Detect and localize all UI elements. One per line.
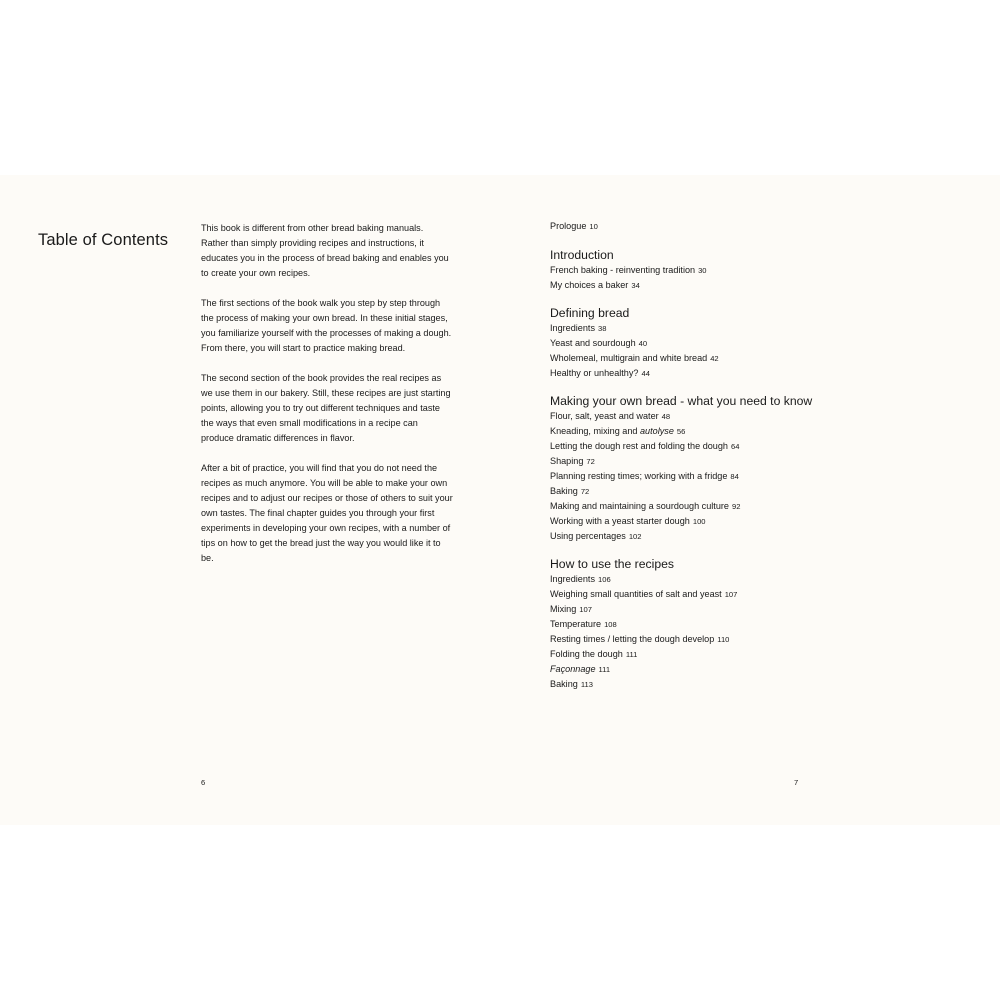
toc-entry-label: Letting the dough rest and folding the dough [550, 441, 728, 451]
toc-entry [550, 321, 970, 336]
toc-entry-page: 111 [625, 650, 638, 659]
toc-entry [550, 366, 970, 381]
toc-section-title: Defining bread [550, 306, 630, 320]
toc-entry-page: 102 [628, 532, 642, 541]
toc-entry-italic: autolyse [640, 426, 674, 436]
page-title: Table of Contents [38, 231, 169, 250]
toc-entry-page: 84 [730, 472, 739, 481]
toc-entry-label: French baking - reinventing tradition [550, 265, 696, 275]
toc-entry-page: 48 [661, 412, 671, 421]
toc-entry-label: My choices a baker [550, 280, 629, 290]
toc-entry-label: Wholemeal, multigrain and white bread [550, 353, 708, 363]
toc-entry-label: Shaping [550, 456, 584, 466]
intro-paragraph: The first sections of the book walk you step by step through the process of making your own bread. In these initial stages, you familiarize yourself with the processes of making a dough. From there, you will start to practice making bread. [201, 298, 452, 353]
toc-list [550, 219, 970, 704]
toc-entry-page: 72 [586, 457, 595, 466]
toc-section [550, 393, 970, 544]
toc-entry-page: 92 [731, 502, 741, 511]
toc-entry-page: 42 [710, 354, 719, 363]
toc-entry [550, 278, 970, 293]
toc-entry-page: 38 [598, 324, 607, 333]
toc-entry-page: 56 [676, 427, 686, 436]
toc-sections [550, 247, 970, 692]
toc-entry-label: Flour, salt, yeast and water [550, 411, 659, 421]
toc-entry [550, 454, 970, 469]
toc-entry-page: 10 [589, 222, 598, 231]
intro-text [201, 221, 453, 581]
toc-entry [550, 602, 970, 617]
toc-entry-page: 108 [604, 620, 617, 629]
toc-section [550, 556, 970, 692]
toc-entry-label: Ingredients [550, 574, 595, 584]
toc-entry-page: 40 [638, 339, 648, 348]
toc-entry-label: Working with a yeast starter dough [550, 516, 690, 526]
toc-entry [550, 469, 970, 484]
toc-entry-prologue [550, 219, 970, 234]
toc-entry [550, 632, 970, 647]
toc-entry-page: 72 [580, 487, 590, 496]
toc-entry [550, 484, 970, 499]
toc-entry [550, 424, 970, 439]
toc-entry-page: 110 [717, 635, 730, 644]
toc-entry-label: Planning resting times; working with a fridge [550, 471, 728, 481]
toc-section-title: How to use the recipes [550, 557, 674, 571]
toc-entry-label: Kneading, mixing and [550, 426, 640, 436]
toc-entry [550, 439, 970, 454]
toc-entry-page: 106 [598, 575, 611, 584]
toc-entry-label: Using percentages [550, 531, 626, 541]
toc-entry-page: 34 [631, 281, 640, 290]
toc-entry-page: 111 [598, 665, 611, 674]
toc-entry-italic: Façonnage [550, 664, 596, 674]
toc-section-title: Introduction [550, 248, 614, 262]
intro-paragraph: This book is different from other bread baking manuals. Rather than simply providing recipes and instructions, it educates you in the process of bread baking and enables you to create your own recipes. [201, 223, 449, 278]
toc-entry-page: 64 [730, 442, 740, 451]
toc-entry [550, 572, 970, 587]
toc-entry-page: 30 [698, 266, 707, 275]
toc-entry-label: Making and maintaining a sourdough culture [550, 501, 729, 511]
toc-entry [550, 529, 970, 544]
toc-entry-page: 100 [692, 517, 706, 526]
toc-entry-label: Mixing [550, 604, 577, 614]
toc-entry [550, 263, 970, 278]
page-number-left: 6 [201, 778, 206, 787]
toc-entry [550, 351, 970, 366]
toc-entry-label: Weighing small quantities of salt and yeast [550, 589, 722, 599]
toc-entry [550, 647, 970, 662]
toc-entry-label: Ingredients [550, 323, 595, 333]
page-number-right: 7 [794, 778, 799, 787]
toc-entry [550, 409, 970, 424]
toc-entry-page: 44 [641, 369, 650, 378]
toc-entry [550, 662, 970, 677]
toc-section [550, 305, 970, 381]
toc-entry-label: Baking [550, 679, 578, 689]
toc-entry-label: Temperature [550, 619, 602, 629]
toc-entry [550, 617, 970, 632]
toc-entry [550, 514, 970, 529]
toc-entry-page: 107 [724, 590, 738, 599]
toc-section-title: Making your own bread - what you need to know [550, 394, 813, 408]
toc-section [550, 247, 970, 293]
toc-entry [550, 677, 970, 692]
toc-entry-label: Healthy or unhealthy? [550, 368, 639, 378]
toc-entry-page: 113 [580, 680, 593, 689]
toc-entry-label: Yeast and sourdough [550, 338, 636, 348]
toc-entry-page: 107 [579, 605, 592, 614]
toc-entry [550, 336, 970, 351]
toc-entry-label: Prologue [550, 221, 587, 231]
intro-paragraph: The second section of the book provides the real recipes as we use them in our bakery. Still, these recipes are just starting points, allowing you to try out different techniques and taste the ways that even small modifications in a recipe can produce dramatic differences in flavor. [201, 373, 451, 443]
intro-paragraph: After a bit of practice, you will find that you do not need the recipes as much anymore. You will be able to make your own recipes and to adjust our recipes or those of others to suit your own tastes. The final chapter guides you through your first experiments in developing your own recipes, with a number of tips on how to get the bread just the way you would like it to be. [201, 463, 453, 563]
toc-entry [550, 587, 970, 602]
toc-entry [550, 499, 970, 514]
toc-entry-label: Resting times / letting the dough develop [550, 634, 715, 644]
toc-entry-label: Folding the dough [550, 649, 623, 659]
toc-entry-label: Baking [550, 486, 578, 496]
